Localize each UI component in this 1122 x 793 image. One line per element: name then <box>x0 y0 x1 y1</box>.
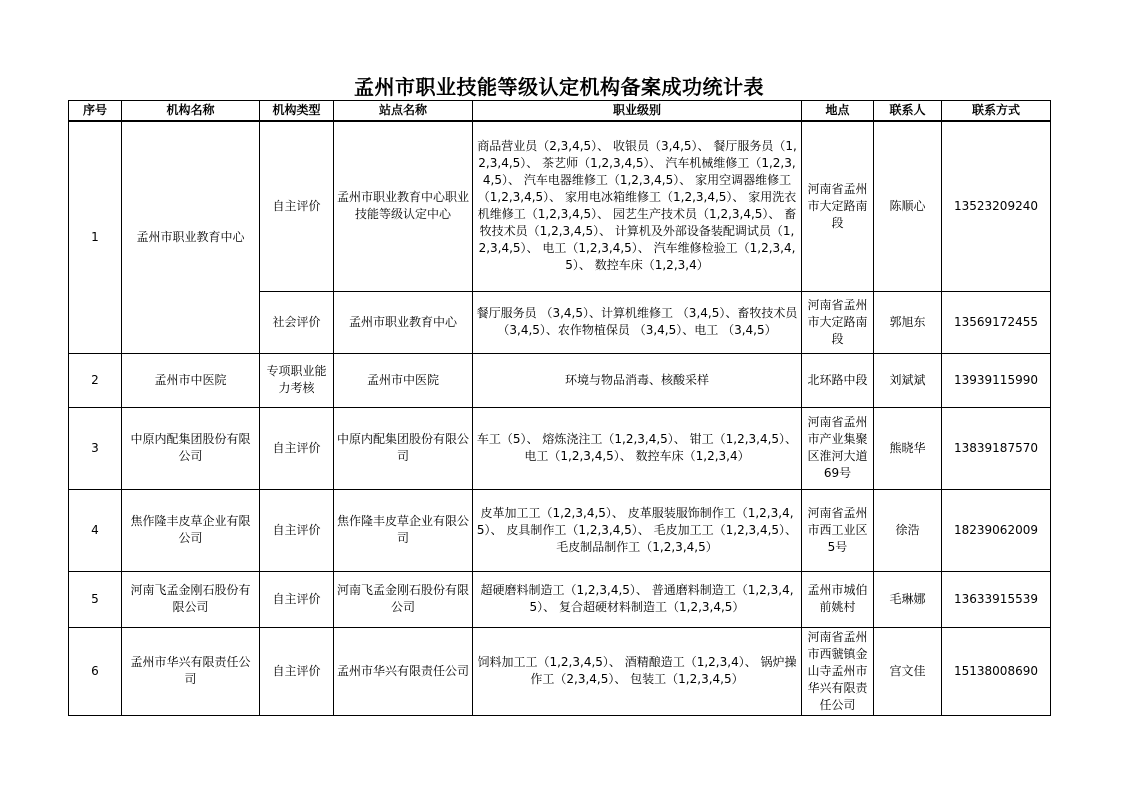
header-org: 机构名称 <box>122 101 260 122</box>
cell-org: 孟州市中医院 <box>122 353 260 407</box>
cell-phone: 18239062009 <box>942 489 1051 571</box>
cell-location: 北环路中段 <box>802 353 874 407</box>
cell-levels: 饲料加工工（1,2,3,4,5）、 酒精酿造工（1,2,3,4）、 锅炉操作工（2,3,4,5）、 包装工（1,2,3,4,5） <box>473 627 802 715</box>
table-row <box>69 407 1051 489</box>
cell-org: 孟州市华兴有限责任公司 <box>122 627 260 715</box>
cell-phone: 13633915539 <box>942 571 1051 627</box>
cell-location: 河南省孟州市大定路南段 <box>802 291 874 353</box>
cell-org: 焦作隆丰皮草企业有限公司 <box>122 489 260 571</box>
cell-contact: 熊晓华 <box>874 407 942 489</box>
statistics-table <box>68 100 1051 716</box>
cell-location: 河南省孟州市西工业区5号 <box>802 489 874 571</box>
cell-contact: 陈顺心 <box>874 121 942 291</box>
cell-site: 河南飞孟金刚石股份有限公司 <box>334 571 473 627</box>
cell-type: 自主评价 <box>260 571 334 627</box>
header-phone: 联系方式 <box>942 101 1051 122</box>
cell-type: 社会评价 <box>260 291 334 353</box>
cell-phone: 13569172455 <box>942 291 1051 353</box>
cell-phone: 15138008690 <box>942 627 1051 715</box>
page-title: 孟州市职业技能等级认定机构备案成功统计表 <box>354 75 764 99</box>
cell-site: 孟州市中医院 <box>334 353 473 407</box>
cell-levels: 环境与物品消毒、核酸采样 <box>473 353 802 407</box>
cell-seq: 3 <box>69 407 122 489</box>
cell-site: 孟州市职业教育中心职业技能等级认定中心 <box>334 121 473 291</box>
cell-type: 自主评价 <box>260 121 334 291</box>
cell-site: 焦作隆丰皮草企业有限公司 <box>334 489 473 571</box>
cell-location: 河南省孟州市西虢镇金山寺孟州市华兴有限责任公司 <box>802 627 874 715</box>
cell-seq: 5 <box>69 571 122 627</box>
cell-contact: 毛琳娜 <box>874 571 942 627</box>
cell-phone: 13839187570 <box>942 407 1051 489</box>
cell-levels: 超硬磨料制造工（1,2,3,4,5）、 普通磨料制造工（1,2,3,4,5）、 复合超硬材料制造工（1,2,3,4,5） <box>473 571 802 627</box>
cell-org: 中原内配集团股份有限公司 <box>122 407 260 489</box>
cell-levels: 车工（5）、 熔炼浇注工（1,2,3,4,5）、 钳工（1,2,3,4,5）、 电工（1,2,3,4,5）、 数控车床（1,2,3,4） <box>473 407 802 489</box>
header-row <box>69 101 1051 122</box>
table-row <box>69 627 1051 715</box>
cell-type: 专项职业能力考核 <box>260 353 334 407</box>
header-type: 机构类型 <box>260 101 334 122</box>
cell-type: 自主评价 <box>260 627 334 715</box>
cell-location: 孟州市城伯前姚村 <box>802 571 874 627</box>
cell-site: 孟州市华兴有限责任公司 <box>334 627 473 715</box>
cell-seq: 6 <box>69 627 122 715</box>
header-location: 地点 <box>802 101 874 122</box>
cell-org: 河南飞孟金刚石股份有限公司 <box>122 571 260 627</box>
cell-type: 自主评价 <box>260 407 334 489</box>
table-row <box>69 571 1051 627</box>
cell-levels: 皮革加工工（1,2,3,4,5）、 皮革服装服饰制作工（1,2,3,4,5）、 皮具制作工（1,2,3,4,5）、 毛皮加工工（1,2,3,4,5）、 毛皮制品制作工（1,2,3,4,5） <box>473 489 802 571</box>
header-levels: 职业级别 <box>473 101 802 122</box>
cell-contact: 刘斌斌 <box>874 353 942 407</box>
cell-org: 孟州市职业教育中心 <box>122 121 260 353</box>
cell-site: 中原内配集团股份有限公司 <box>334 407 473 489</box>
cell-levels: 餐厅服务员 （3,4,5）、计算机维修工 （3,4,5）、畜牧技术员 （3,4,5）、农作物植保员 （3,4,5）、电工 （3,4,5） <box>473 291 802 353</box>
header-site: 站点名称 <box>334 101 473 122</box>
cell-phone: 13939115990 <box>942 353 1051 407</box>
cell-contact: 郭旭东 <box>874 291 942 353</box>
cell-site: 孟州市职业教育中心 <box>334 291 473 353</box>
cell-seq: 2 <box>69 353 122 407</box>
header-contact: 联系人 <box>874 101 942 122</box>
table-row <box>69 353 1051 407</box>
table-row <box>69 121 1051 291</box>
cell-phone: 13523209240 <box>942 121 1051 291</box>
cell-levels: 商品营业员（2,3,4,5）、 收银员（3,4,5）、 餐厅服务员（1,2,3,4,5）、 茶艺师（1,2,3,4,5）、 汽车机械维修工（1,2,3,4,5）、 汽车电器维修工（1,2,3,4,5）、 家用空调器维修工（1,2,3,4,5）、 家用电冰箱维修工（1,2,3,4,5）、 家用洗衣机维修工（1,2,3,4,5）、 园艺生产技术员（1,2,3,4,5）、 畜牧技术员（1,2,3,4,5）、 计算机及外部设备装配调试员（1,2,3,4,5）、 电工（1,2,3,4,5）、 汽车维修检验工（1,2,3,4,5）、 数控车床（1,2,3,4） <box>473 121 802 291</box>
cell-seq: 1 <box>69 121 122 353</box>
header-seq: 序号 <box>69 101 122 122</box>
table-row <box>69 489 1051 571</box>
cell-type: 自主评价 <box>260 489 334 571</box>
cell-contact: 宫文佳 <box>874 627 942 715</box>
cell-contact: 徐浩 <box>874 489 942 571</box>
cell-seq: 4 <box>69 489 122 571</box>
cell-location: 河南省孟州市大定路南段 <box>802 121 874 291</box>
cell-location: 河南省孟州市产业集聚区淮河大道69号 <box>802 407 874 489</box>
